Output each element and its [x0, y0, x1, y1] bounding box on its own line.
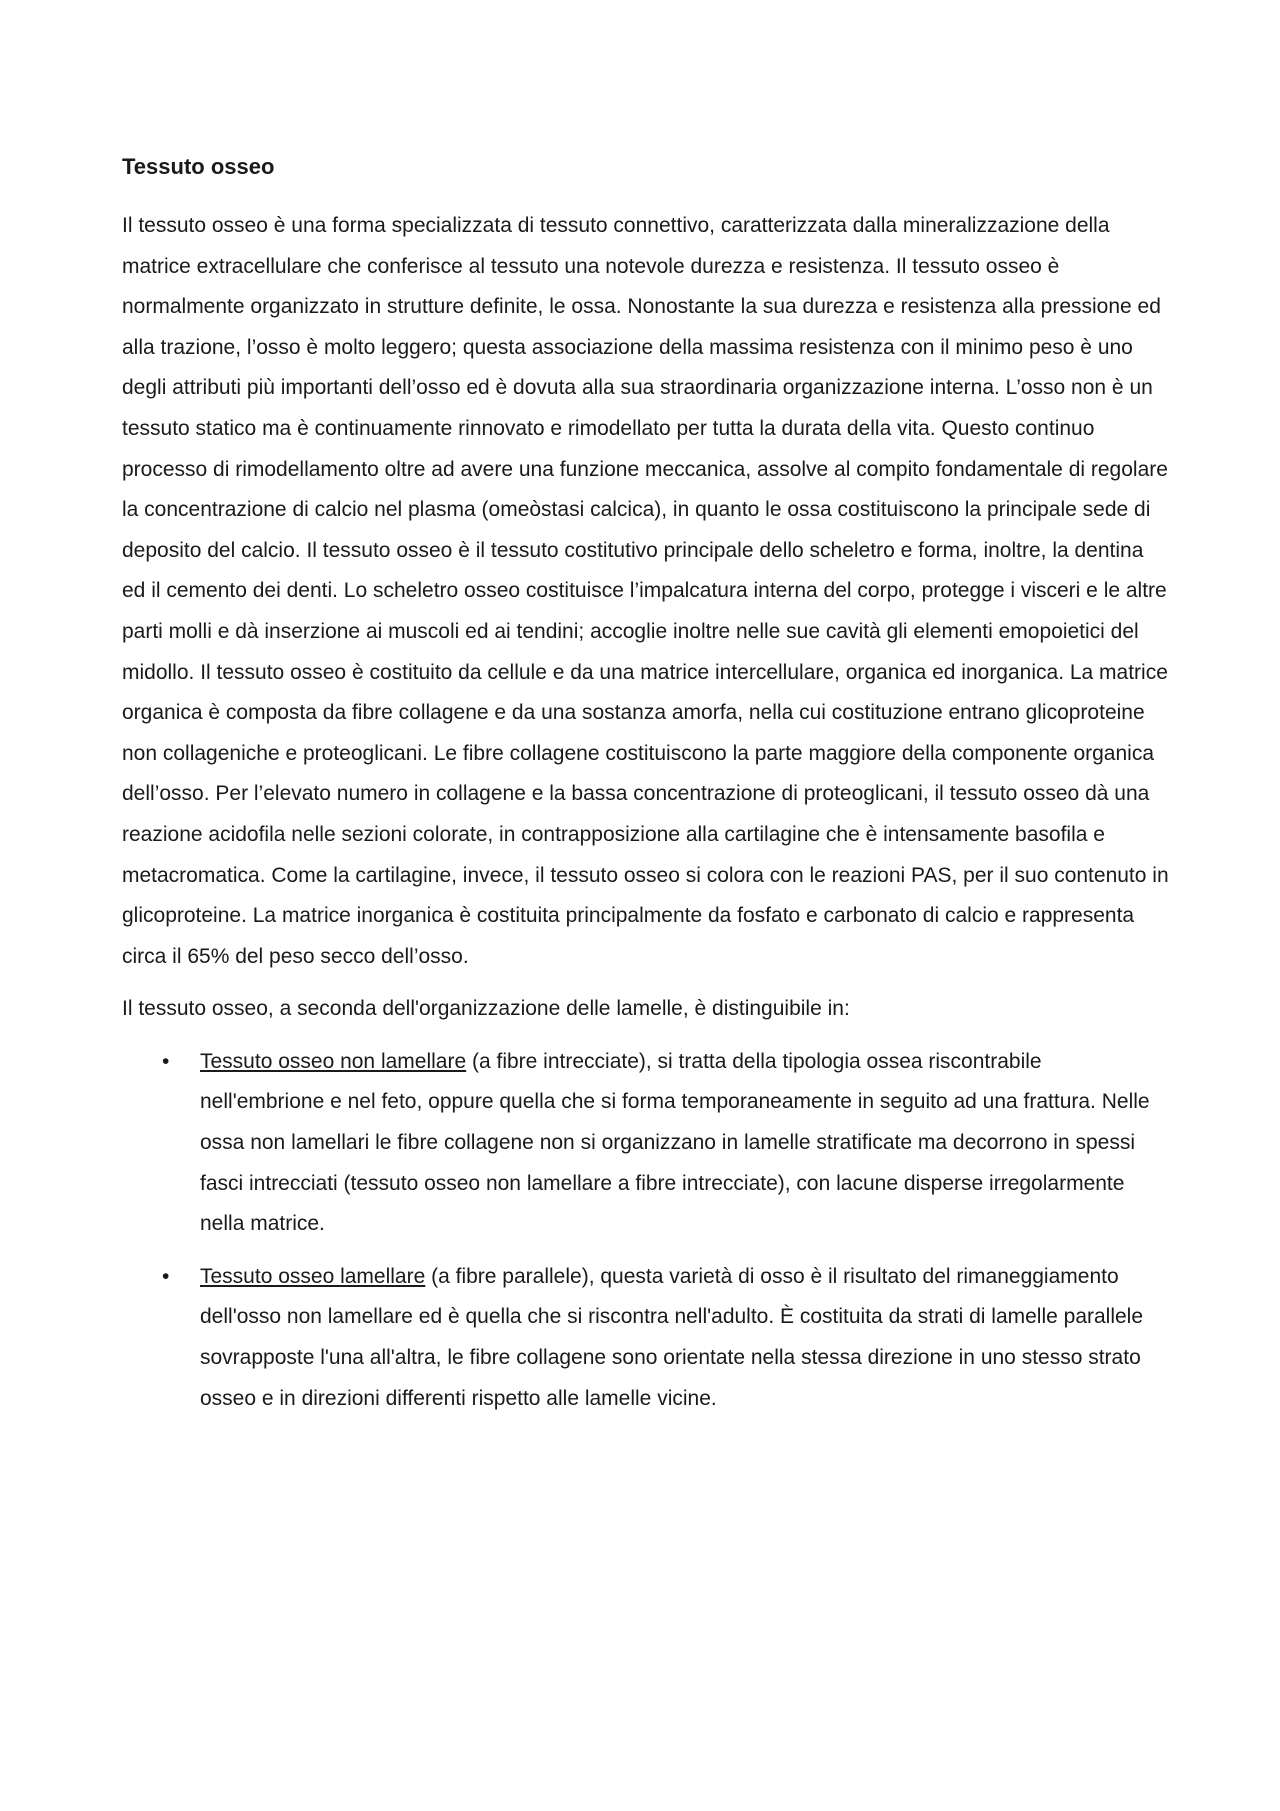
- bullet-icon: •: [162, 1264, 170, 1288]
- document-title: Tessuto osseo: [122, 154, 275, 179]
- document-page: [122, 150, 1170, 1431]
- body-paragraph: Il tessuto osseo è una forma specializzata di tessuto connettivo, caratterizzata dalla mineralizzazione della matrice extracellulare che conferisce al tessuto una notevole durezza e resistenza. Il tessuto osseo è normalmente organizzato in strutture definite, le ossa. Nonostante la sua durezza e resistenza alla pressione ed alla trazione, l’osso è molto leggero; questa associazione della massima resistenza con il minimo peso è uno degli attributi più importanti dell’osso ed è dovuta alla sua straordinaria organizzazione interna. L’osso non è un tessuto statico ma è continuamente rinnovato e rimodellato per tutta la durata della vita. Questo continuo processo di rimodellamento oltre ad avere una funzione meccanica, assolve al compito fondamentale di regolare la concentrazione di calcio nel plasma (omeòstasi calcica), in quanto le ossa costituiscono la principale sede di deposito del calcio. Il tessuto osseo è il tessuto costitutivo principale dello scheletro e forma, inoltre, la dentina ed il cemento dei denti. Lo scheletro osseo costituisce l’impalcatura interna del corpo, protegge i visceri e le altre parti molli e dà inserzione ai muscoli ed ai tendini; accoglie inoltre nelle sue cavità gli elementi emopoietici del midollo. Il tessuto osseo è costituito da cellule e da una matrice intercellulare, organica ed inorganica. La matrice organica è composta da fibre collagene e da una sostanza amorfa, nella cui costituzione entrano glicoproteine non collageniche e proteoglicani. Le fibre collagene costituiscono la parte maggiore della componente organica dell’osso. Per l’elevato numero in collagene e la bassa concentrazione di proteoglicani, il tessuto osseo dà una reazione acidofila nelle sezioni colorate, in contrapposizione alla cartilagine che è intensamente basofila e metacromatica. Come la cartilagine, invece, il tessuto osseo si colora con le reazioni PAS, per il suo contenuto in glicoproteine. La matrice inorganica è costituita principalmente da fosfato e carbonato di calcio e rappresenta circa il 65% del peso secco dell’osso.: [122, 214, 1169, 968]
- list-intro: Il tessuto osseo, a seconda dell'organizzazione delle lamelle, è distinguibile in:: [122, 997, 850, 1021]
- bullet-icon: •: [162, 1049, 170, 1073]
- bullet-text: (a fibre intrecciate), si tratta della tipologia ossea riscontrabile nell'embrione e nel feto, oppure quella che si forma temporaneamente in seguito ad una frattura. Nelle ossa non lamellari le fibre collagene non si organizzano in lamelle stratificate ma decorrono in spessi fasci intrecciati (tessuto osseo non lamellare a fibre intrecciate), con lacune disperse irregolarmente nella matrice.: [200, 1049, 1150, 1236]
- list-item: [122, 1042, 1170, 1245]
- bullet-term-lamellare: Tessuto osseo lamellare: [200, 1264, 426, 1288]
- bullet-text: (a fibre parallele), questa varietà di osso è il risultato del rimaneggiamento dell'osso non lamellare ed è quella che si riscontra nell'adulto. È costituita da strati di lamelle parallele sovrapposte l'una all'altra, le fibre collagene sono orientate nella stessa direzione in uno stesso strato osseo e in direzioni differenti rispetto alle lamelle vicine.: [200, 1264, 1144, 1410]
- bullet-list: [122, 1042, 1170, 1419]
- bullet-term-non-lamellare: Tessuto osseo non lamellare: [200, 1049, 467, 1073]
- list-item: [122, 1257, 1170, 1419]
